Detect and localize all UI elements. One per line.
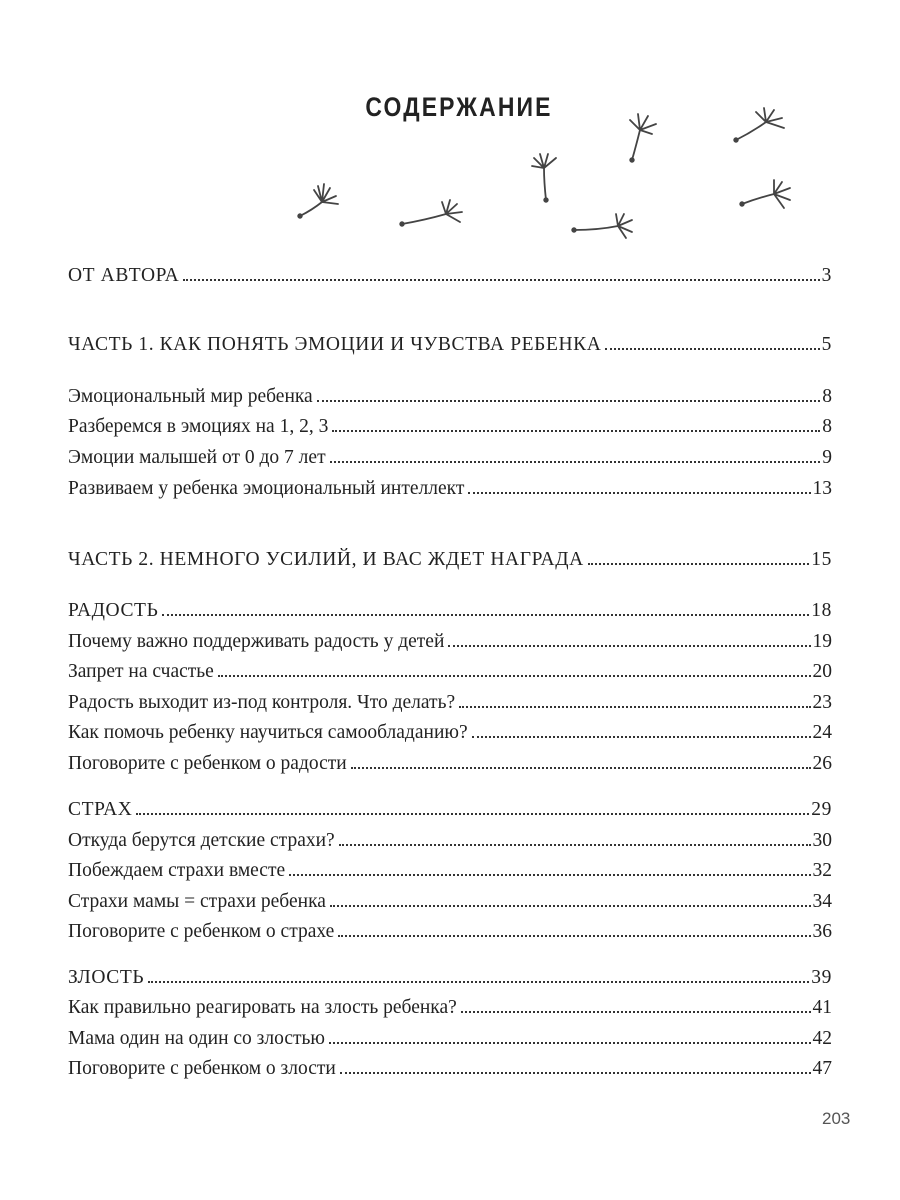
toc-entry[interactable] [68, 1048, 832, 1078]
dot-leader [329, 1042, 811, 1044]
dot-leader [332, 430, 820, 432]
toc-entry-page: 13 [812, 477, 832, 499]
dandelion-seed-icon [400, 200, 462, 226]
dot-leader [351, 767, 811, 769]
toc-entry[interactable] [68, 437, 832, 467]
toc-entry[interactable] [68, 621, 832, 651]
toc-entry-page: 34 [812, 890, 832, 912]
toc-entry[interactable] [68, 1018, 832, 1048]
toc-entry-title: Побеждаем страхи вместе [68, 859, 286, 881]
toc-entry-title: ЧАСТЬ 2. НЕМНОГО УСИЛИЙ, И ВАС ЖДЕТ НАГРАДА [68, 548, 584, 570]
dot-leader [162, 614, 809, 616]
dot-leader [448, 645, 810, 647]
toc-entry[interactable] [68, 324, 832, 354]
dot-leader [338, 935, 810, 937]
toc-entry[interactable] [68, 682, 832, 712]
dandelion-seed-icon [630, 114, 656, 162]
toc-entry-title: Как правильно реагировать на злость ребенка? [68, 996, 457, 1018]
dot-leader [289, 874, 810, 876]
page-title: СОДЕРЖАНИЕ [365, 92, 553, 122]
toc-entry-title: Запрет на счастье [68, 660, 214, 682]
dot-leader [340, 1072, 811, 1074]
toc-entry[interactable] [68, 468, 832, 498]
dandelion-seeds-illustration [0, 0, 900, 260]
toc-entry-page: 39 [811, 966, 832, 988]
toc-entry-title: Поговорите с ребенком о радости [68, 752, 347, 774]
toc-entry[interactable] [68, 590, 832, 620]
toc-entry-title: Радость выходит из-под контроля. Что делать? [68, 691, 456, 713]
toc-entry-page: 47 [812, 1057, 832, 1079]
toc-entry[interactable] [68, 789, 832, 819]
dandelion-seed-icon [572, 214, 632, 238]
dot-leader [459, 706, 810, 708]
toc-entry-page: 5 [821, 333, 832, 355]
toc-entry-title: Эмоциональный мир ребенка [68, 385, 313, 407]
dot-leader [148, 981, 809, 983]
toc-entry-title: ОТ АВТОРА [68, 264, 180, 286]
toc-entry-page: 36 [812, 920, 832, 942]
toc-entry-page: 15 [811, 548, 832, 570]
toc-entry-page: 29 [811, 798, 832, 820]
toc-entry[interactable] [68, 881, 832, 911]
dandelion-seed-icon [532, 154, 556, 202]
toc-entry-title: СТРАХ [68, 798, 133, 820]
dot-leader [317, 400, 821, 402]
toc-entry-page: 26 [812, 752, 832, 774]
toc-entry-page: 20 [812, 660, 832, 682]
toc-entry[interactable] [68, 850, 832, 880]
toc-entry-page: 24 [812, 721, 832, 743]
toc-entry-page: 42 [812, 1027, 832, 1049]
dandelion-seed-icon [740, 180, 790, 208]
toc-entry-page: 8 [822, 385, 832, 407]
toc-entry-page: 18 [811, 599, 832, 621]
toc-entry[interactable] [68, 987, 832, 1017]
toc-entry-title: РАДОСТЬ [68, 599, 159, 621]
dot-leader [605, 348, 819, 350]
toc-entry-page: 30 [812, 829, 832, 851]
toc-entry[interactable] [68, 406, 832, 436]
toc-entry-title: Эмоции малышей от 0 до 7 лет [68, 446, 326, 468]
dot-leader [461, 1011, 811, 1013]
toc-entry[interactable] [68, 911, 832, 941]
toc-entry-page: 19 [812, 630, 832, 652]
dot-leader [136, 813, 809, 815]
dot-leader [472, 736, 811, 738]
toc-entry-title: Поговорите с ребенком о страхе [68, 920, 335, 942]
toc-entry-title: ЧАСТЬ 1. КАК ПОНЯТЬ ЭМОЦИИ И ЧУВСТВА РЕБЕНКА [68, 333, 602, 355]
dot-leader [330, 461, 821, 463]
toc-entry[interactable] [68, 712, 832, 742]
toc-entry-title: Разберемся в эмоциях на 1, 2, 3 [68, 415, 329, 437]
dandelion-seed-icon [298, 184, 338, 218]
toc-entry-title: Мама один на один со злостью [68, 1027, 325, 1049]
toc-entry[interactable] [68, 651, 832, 681]
dot-leader [183, 279, 819, 281]
dot-leader [588, 563, 809, 565]
dot-leader [330, 905, 811, 907]
toc-entry[interactable] [68, 743, 832, 773]
toc-entry[interactable] [68, 539, 832, 569]
toc-entry-title: Почему важно поддерживать радость у детей [68, 630, 445, 652]
toc-entry-page: 32 [812, 859, 832, 881]
toc-entry[interactable] [68, 376, 832, 406]
toc-entry-title: ЗЛОСТЬ [68, 966, 145, 988]
toc-entry[interactable] [68, 820, 832, 850]
toc-entry-title: Откуда берутся детские страхи? [68, 829, 335, 851]
toc-entry[interactable] [68, 255, 832, 285]
toc-entry-page: 3 [821, 264, 832, 286]
toc-entry-title: Как помочь ребенку научиться самообладанию? [68, 721, 468, 743]
toc-entry-page: 8 [822, 415, 832, 437]
dot-leader [468, 492, 810, 494]
dandelion-seed-icon [734, 108, 784, 142]
toc-entry-page: 9 [822, 446, 832, 468]
page-number: 203 [822, 1109, 851, 1128]
dot-leader [218, 675, 811, 677]
toc-entry[interactable] [68, 957, 832, 987]
toc-entry-title: Страхи мамы = страхи ребенка [68, 890, 326, 912]
toc-entry-page: 23 [812, 691, 832, 713]
toc-entry-title: Развиваем у ребенка эмоциональный интеллект [68, 477, 465, 499]
toc-entry-page: 41 [812, 996, 832, 1018]
dot-leader [339, 844, 811, 846]
toc-entry-title: Поговорите с ребенком о злости [68, 1057, 336, 1079]
